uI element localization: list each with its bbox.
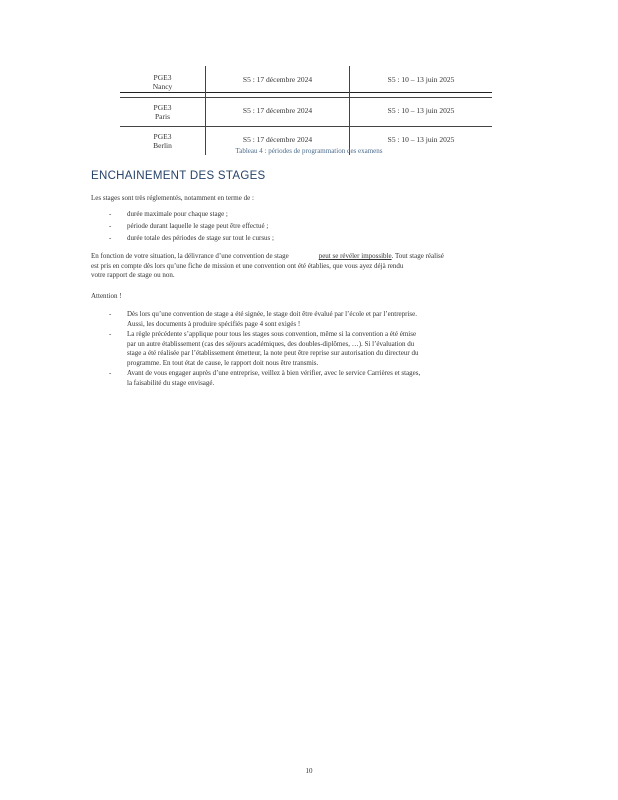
- exam-date-cell: S5 : 10 – 13 juin 2025: [350, 98, 493, 127]
- list-item: - durée totale des périodes de stage sur tout le cursus ;: [109, 234, 274, 242]
- warning-underline: peut se révéler impossible: [318, 252, 392, 260]
- notes-list: [91, 310, 521, 388]
- intro-paragraph: Les stages sont très réglementés, notamment en terme de :: [91, 194, 254, 202]
- page-number: 10: [305, 767, 313, 775]
- table-row: [120, 98, 492, 127]
- exam-date-cell: S5 : 17 décembre 2024: [206, 127, 350, 156]
- campus-cell: PGE3 Nancy: [120, 66, 206, 98]
- list-item: - Avant de vous engager auprès d’une entreprise, veillez à bien vérifier, avec le service Carrières et stages, la faisabilité du stage envisagé.: [109, 369, 421, 387]
- table-caption: Tableau 4 : périodes de programmation des examens: [235, 147, 383, 155]
- situation-paragraph: En fonction de votre situation, la délivrance d’une convention de stage peut se révéler impossible. Tout stage réalisé est pris en compte dès lors qu’une fiche de mission et une convention ont été établies, que vous ayez déjà rendu votre rapport de stage ou non.: [91, 252, 444, 279]
- attention-label: Attention !: [91, 292, 122, 300]
- list-item: - Dès lors qu’une convention de stage a été signée, le stage doit être évalué par l’école et par l’entreprise. Aussi, les documents à produire spécifiés page 4 sont exigés !: [109, 310, 417, 328]
- exam-date-cell: S5 : 10 – 13 juin 2025: [350, 66, 493, 98]
- exam-date-cell: S5 : 17 décembre 2024: [206, 98, 350, 127]
- list-item: - période durant laquelle le stage peut être effectué ;: [109, 222, 269, 230]
- exam-schedule-table: [120, 66, 492, 155]
- constraints-list: [91, 210, 521, 246]
- section-heading: ENCHAINEMENT DES STAGES: [91, 170, 266, 182]
- campus-cell: PGE3 Berlin: [120, 127, 206, 156]
- list-item: - durée maximale pour chaque stage ;: [109, 210, 228, 218]
- campus-cell: PGE3 Paris: [120, 98, 206, 127]
- list-item: - La règle précédente s’applique pour tous les stages sous convention, même si la convention a été émise par un autre établissement (cas des séjours académiques, des doubles-diplômes, …). Si l’évaluation du stage a été réalisée par l’établissement émetteur, la note peut être reprise sur autorisation du directeur du programme. En tout état de cause, le rapport doit nous être transmis.: [109, 330, 419, 367]
- table-row: [120, 66, 492, 98]
- exam-date-cell: S5 : 10 – 13 juin 2025: [387, 134, 455, 144]
- exam-date-cell: S5 : 17 décembre 2024: [206, 66, 350, 98]
